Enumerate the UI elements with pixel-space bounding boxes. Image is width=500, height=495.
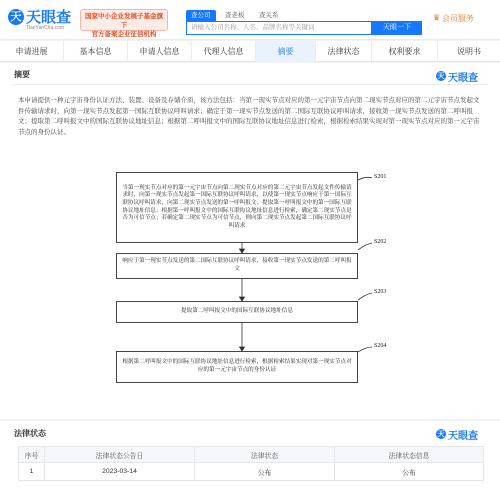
step-label-s202: S202 [374,239,387,245]
watermark-logo-icon: 天 [437,430,445,438]
search-button[interactable]: 天眼一下 [372,21,422,35]
search-tab-company[interactable]: 查公司 [186,10,216,21]
search-input[interactable]: 请输入公司名称、人名、品牌名称等关键词 [186,21,372,35]
col-status-info: 法律状态信息 [335,447,484,463]
search-tab-relation[interactable]: 查关系 [259,12,279,19]
tab-claims[interactable]: 权利要求 [372,41,438,62]
legal-status-title: 法律状态 [14,429,46,438]
abstract-watermark: 天眼查 [448,73,478,84]
cell-date: 2023-03-14 [45,463,195,481]
tab-agent[interactable]: 代理人信息 [192,41,256,62]
tab-progress[interactable]: 申请进展 [0,41,64,62]
tab-applicant[interactable]: 申请人信息 [128,41,192,62]
legal-watermark: 天眼查 [448,431,478,442]
table-header-row [19,447,484,463]
search-tab-boss[interactable]: 查老板 [225,12,245,19]
col-index: 序号 [19,447,45,463]
flowchart-step-s203: 提取第二呼叫报文中的国际互联协议地址信息 [116,301,358,323]
flowchart-step-s204: 根据第二呼叫报文中的国际互联协议地址信息进行检索，根据检索结果实现对第一现实节点对应的第一元宇宙节点的身份认证 [116,351,358,383]
vip-service-link[interactable]: 会员服务 [442,14,474,23]
cell-status: 公布 [195,463,335,481]
promo-line-1: 国家中小企业发展子基金旗下 [85,13,163,29]
table-row [19,463,484,481]
step-label-s203: S203 [374,289,387,295]
cell-index: 1 [19,463,45,481]
watermark-logo-icon: 天 [437,72,445,80]
logo-subtitle: TianYanCha.com [26,25,65,31]
logo-text[interactable]: 天眼查 [26,8,72,26]
cell-status-info: 公布 [335,463,484,481]
col-date: 法律状态公告日 [45,447,195,463]
flowchart-step-s202: 响应于第一现实节点发送的第二国际互联协议呼叫请求，接收第一现实节点发送的第二呼叫报文 [116,253,358,279]
tab-basic-info[interactable]: 基本信息 [64,41,128,62]
tab-legal-status[interactable]: 法律状态 [316,41,372,62]
vip-crown-icon: ♛ [433,13,441,22]
legal-status-table [18,446,484,481]
step-label-s201: S201 [374,174,387,180]
col-status: 法律状态 [195,447,335,463]
logo-icon: 天 [8,9,24,25]
abstract-title: 摘要 [14,70,30,79]
abstract-text: 本申请提供一种元宇宙身份认证方法、装置、设备及存储介质，该方法包括：当第一现实节点对应的第一元宇宙节点向第二现实节点对应的第二元宇宙节点发起文件传输请求时，向第一现实节点发起第一国际互联协议呼叫请求；确定于第一现实节点发送的第二国际互联协议呼叫请求，接收第一现实节点发送的第二呼叫报文；提取第二呼叫报文中的国际互联协议地址信息；根据第二呼叫报文中的国际互联协议地址信息进行检索，根据检索结果实现对第一现实节点对应的第一元宇宙节点的身份认证。 [18,97,480,136]
flowchart-step-s201: 当第一现实节点对应的第一元宇宙节点向第二现实节点对应的第二元宇宙节点发起文件传输请求时，向第一现实节点发起第一国际互联协议呼叫请求，以使第一现实节点响应于第一国际互联协议呼叫请求，向第二现实节点发送的第一呼叫报文；提取第一呼叫报文中的第一国际互联协议地址信息；根据第一呼叫报文中的国际互联协议地址信息进行检索，确定第二现实节点是否为可信节点；若确定第二现实节点为可信节点，则向第二现实节点发起第二国际互联协议呼叫请求 [116,172,358,243]
promo-line-2: 官方备案企业征信机构 [91,31,157,38]
step-label-s204: S204 [374,343,387,349]
tab-description[interactable]: 说明书 [457,47,481,56]
tab-abstract[interactable]: 摘要 [256,41,316,62]
